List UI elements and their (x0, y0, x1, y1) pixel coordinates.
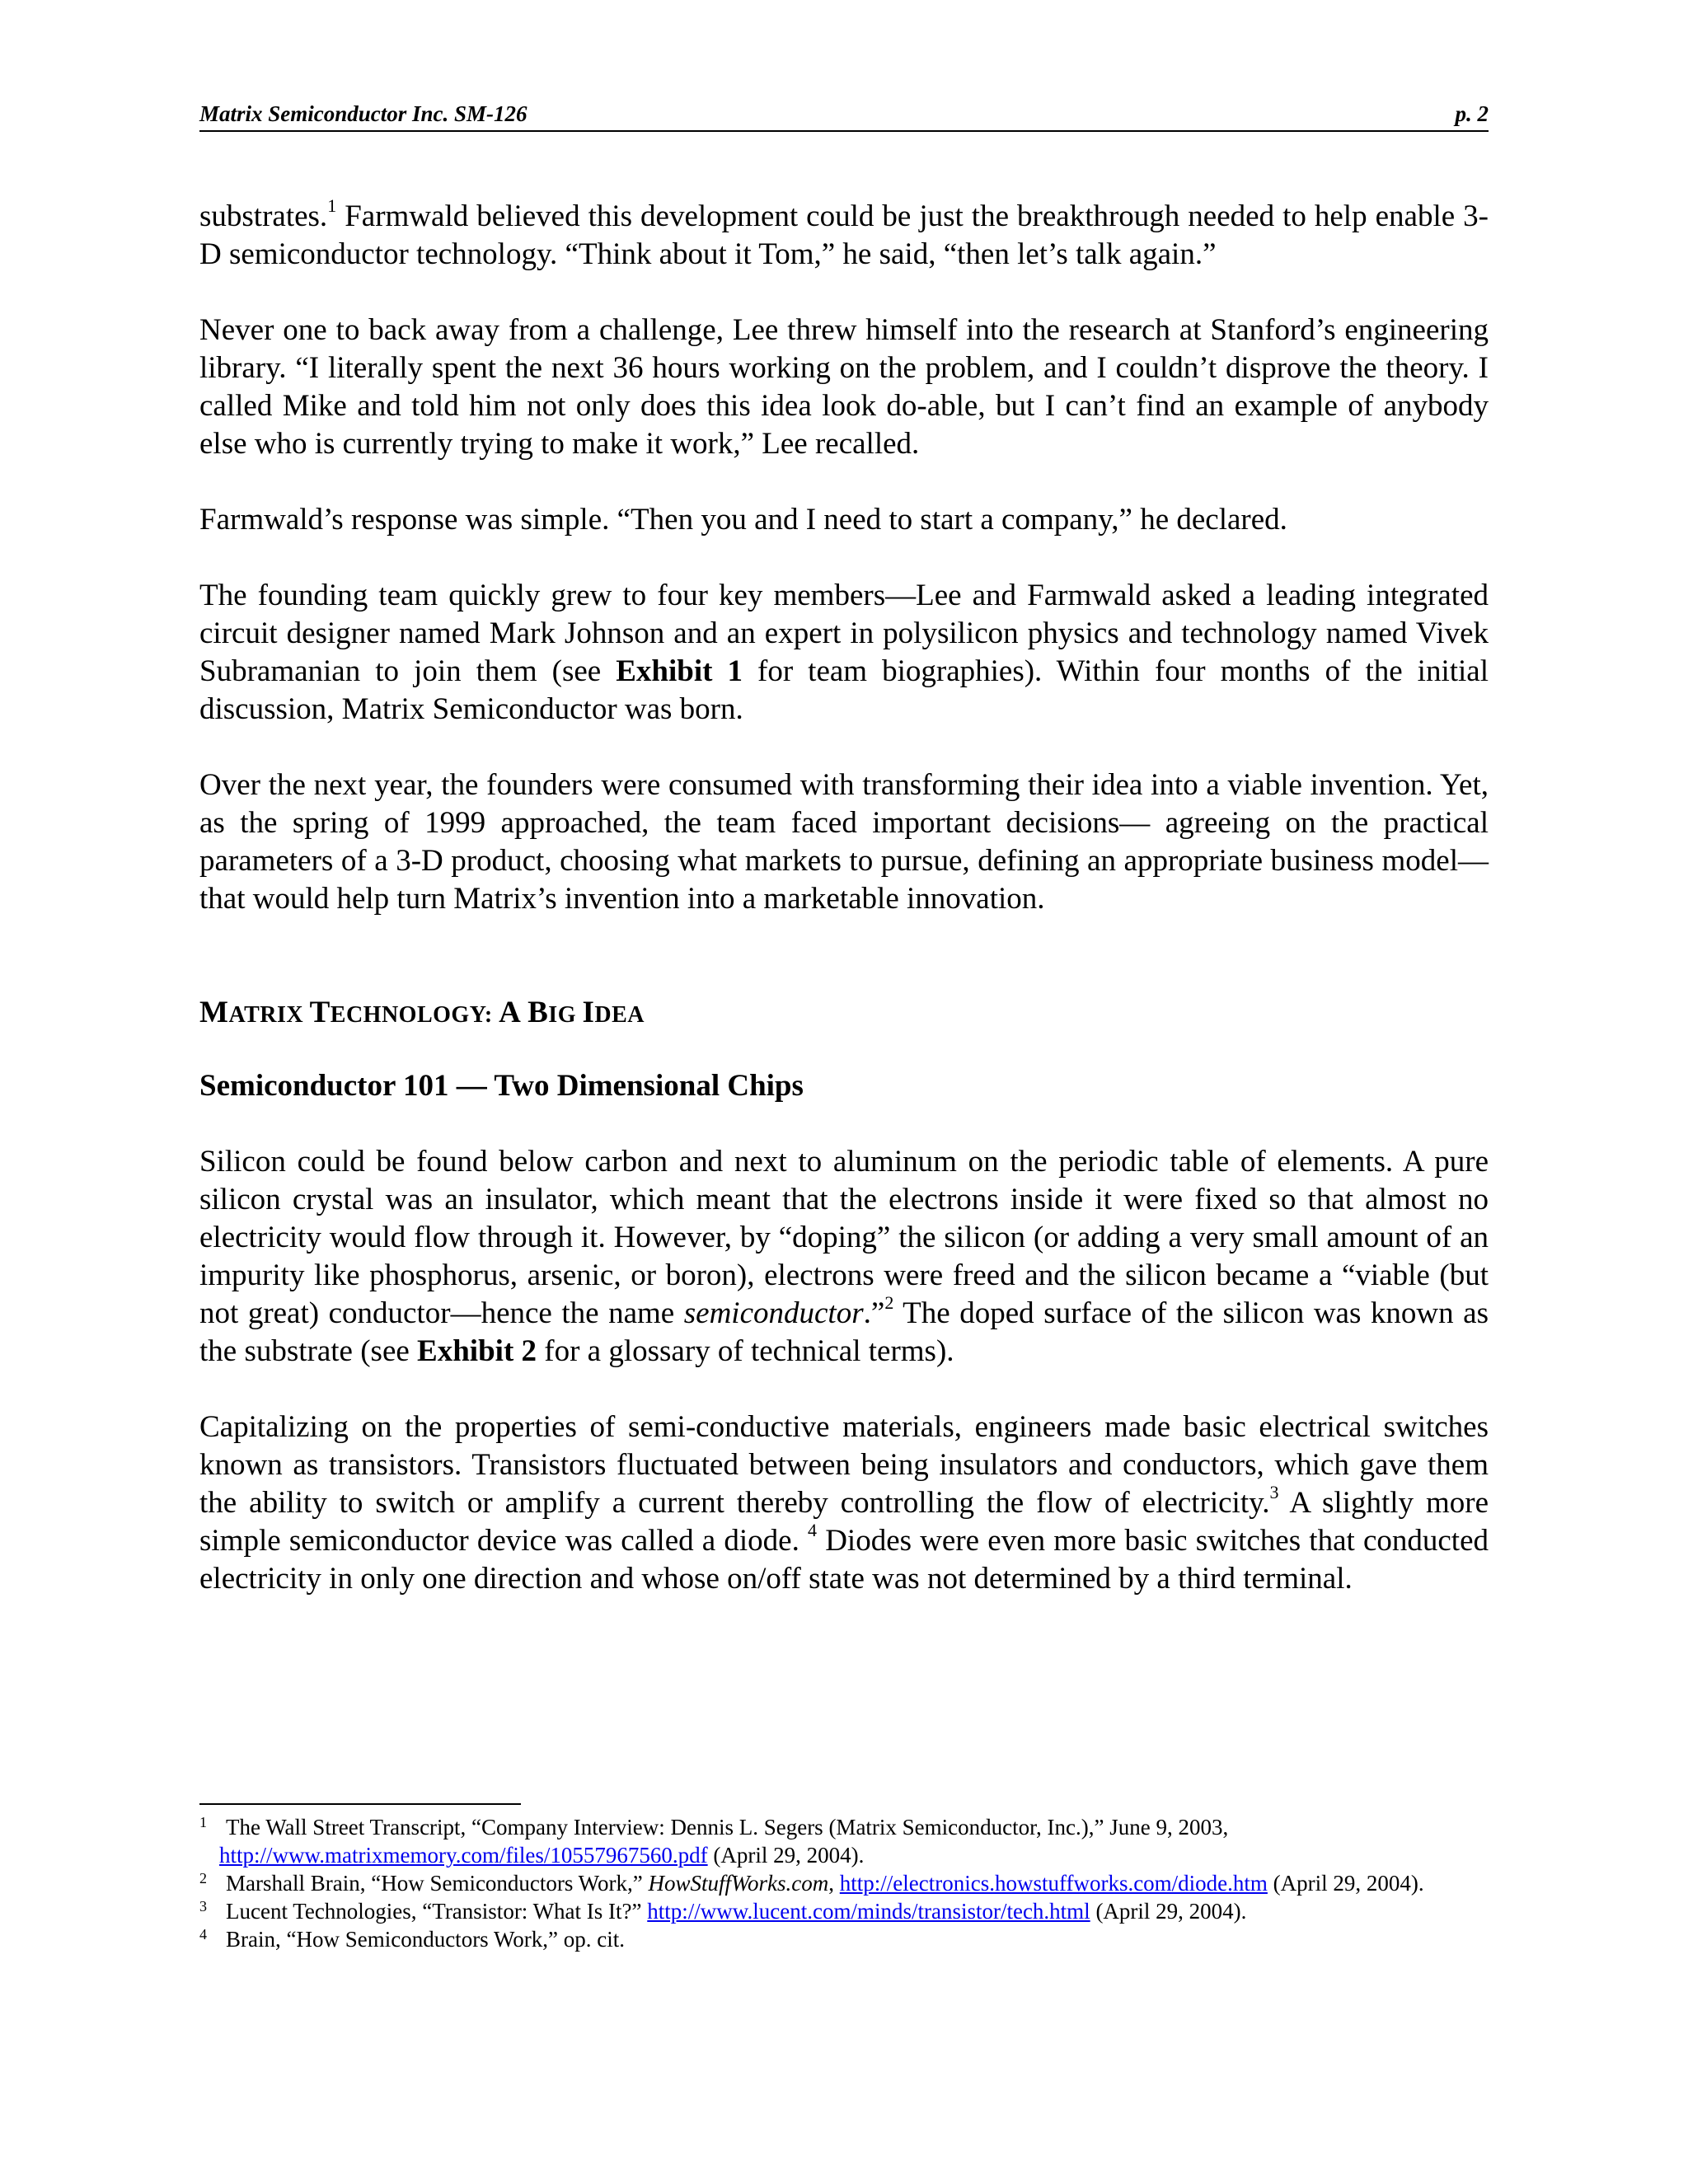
footnote-4 (199, 1925, 1489, 1953)
footnote-separator (199, 1803, 521, 1805)
body-text (199, 194, 1489, 1636)
footnote-number: 4 (199, 1926, 207, 1943)
footnote-text: Brain, “How Semiconductors Work,” op. cit. (226, 1927, 625, 1952)
paragraph-2: Never one to back away from a challenge, Lee threw himself into the research at Stanford’s engineering library. “I literally spent the next 36 hours working on the problem, and I couldn’t disprove the theory. I called Mike and told him not only does this idea look do-able, but I can’t find an example of anybody else who is currently trying to make it work,” Lee recalled. (199, 313, 1489, 461)
text-run: Capitalizing on the properties of semi-conductive materials, engineers made basic electrical switches known as transistors. Transistors fluctuated between being insulators and conductors, which gave them the ability to switch or amplify a current thereby controlling the flow of electricity. (199, 1410, 1489, 1520)
footnote-link[interactable]: http://electronics.howstuffworks.com/diode.htm (839, 1871, 1268, 1896)
text-run: The doped surface of the silicon was known as the substrate (see (199, 1296, 1489, 1368)
exhibit-1-reference: Exhibit 1 (616, 654, 743, 688)
heading-run: A (499, 996, 528, 1029)
footnote-text: (April 29, 2004). (707, 1843, 865, 1868)
footnote-number: 1 (199, 1814, 207, 1830)
subheading: Semiconductor 101 — Two Dimensional Chips (199, 1069, 804, 1103)
section-heading (199, 994, 1489, 1034)
text-run: for team biographies). Within four months of the initial discussion, Matrix Semiconductor was born. (199, 654, 1489, 726)
text-run: Silicon could be found below carbon and next to aluminum on the periodic table of elements. A pure silicon crystal was an insulator, which meant that the electrons inside it were fixed so that almost no electricity would flow through it. However, by “doping” the silicon (or adding a very small amount of an impurity like phosphorus, arsenic, or boron), electrons were freed and the silicon became a “viable (but not great) conductor—hence the name (199, 1145, 1489, 1330)
footnote-ref-4: 4 (808, 1519, 818, 1540)
heading-run: ATRIX (228, 1002, 310, 1028)
heading-run: B (528, 996, 549, 1029)
footnote-text: (April 29, 2004). (1090, 1899, 1247, 1924)
heading-run: DEA (594, 1002, 645, 1028)
footnote-italic: HowStuffWorks.com (648, 1871, 829, 1896)
heading-run: M (199, 996, 229, 1029)
italic-term: semiconductor (683, 1296, 864, 1330)
text-run: .” (863, 1296, 885, 1330)
footnote-text: Lucent Technologies, “Transistor: What Is It?” (226, 1899, 648, 1924)
text-run: for a glossary of technical terms). (537, 1334, 954, 1368)
paragraph-1 (199, 194, 1489, 274)
text-run: Over the next year, the founders were consumed with transforming their idea into a viable invention. Yet, as the spring of 1999 approached, the team faced important decisions— agreeing on the practical parameters of a 3-D product, choosing what markets to pursue, defining an appropriate business model—that would help turn Matrix’s invention into a marketable innovation. (199, 768, 1489, 916)
running-header (199, 99, 1489, 132)
footnote-text: The Wall Street Transcript, “Company Interview: Dennis L. Segers (Matrix Semiconductor, Inc.),” June 9, 2003, (226, 1815, 1229, 1840)
footnote-2 (199, 1869, 1489, 1897)
footnote-ref-1: 1 (327, 194, 337, 216)
footnote-ref-3: 3 (1269, 1481, 1279, 1502)
heading-run: I (582, 996, 595, 1029)
paragraph-4 (199, 577, 1489, 729)
page-number: p. 2 (1455, 101, 1489, 126)
heading-run: ECHNOLOGY: (330, 1002, 499, 1028)
footnote-number: 3 (199, 1898, 207, 1915)
footnote-ref-2: 2 (884, 1291, 894, 1313)
footnote-text: (April 29, 2004). (1267, 1871, 1424, 1896)
heading-run: T (309, 996, 331, 1029)
header-title: Matrix Semiconductor Inc. SM-126 (199, 101, 528, 126)
text-run: substrates. (199, 199, 328, 233)
text-run: Diodes were even more basic switches that conducted electricity in only one direction and whose on/off state was not determined by a third terminal. (199, 1524, 1489, 1596)
footnote-number: 2 (199, 1870, 207, 1886)
footnote-link[interactable]: http://www.matrixmemory.com/files/10557967560.pdf (219, 1843, 708, 1868)
paragraph-7 (199, 1408, 1489, 1598)
text-run: A slightly more simple semiconductor device was called a diode. (199, 1486, 1489, 1558)
heading-run: IG (548, 1002, 583, 1028)
footnote-text: Marshall Brain, “How Semiconductors Work,” (226, 1871, 649, 1896)
footnote-link[interactable]: http://www.lucent.com/minds/transistor/tech.html (647, 1899, 1090, 1924)
footnote-text: , (828, 1871, 840, 1896)
exhibit-2-reference: Exhibit 2 (417, 1334, 537, 1368)
paragraph-6 (199, 1143, 1489, 1371)
paragraph-3: Farmwald’s response was simple. “Then you and I need to start a company,” he declared. (199, 503, 1287, 537)
footnotes (199, 1813, 1489, 1953)
footnote-1 (199, 1813, 1489, 1869)
text-run: The founding team quickly grew to four key members—Lee and Farmwald asked a leading integrated circuit designer named Mark Johnson and an expert in polysilicon physics and technology named Vivek Subramanian to join them (see (199, 579, 1489, 688)
paragraph-5 (199, 766, 1489, 918)
footnote-3 (199, 1897, 1489, 1925)
text-run: Farmwald believed this development could be just the breakthrough needed to help enable 3-D semiconductor technology. “Think about it Tom,” he said, “then let’s talk again.” (199, 199, 1489, 271)
